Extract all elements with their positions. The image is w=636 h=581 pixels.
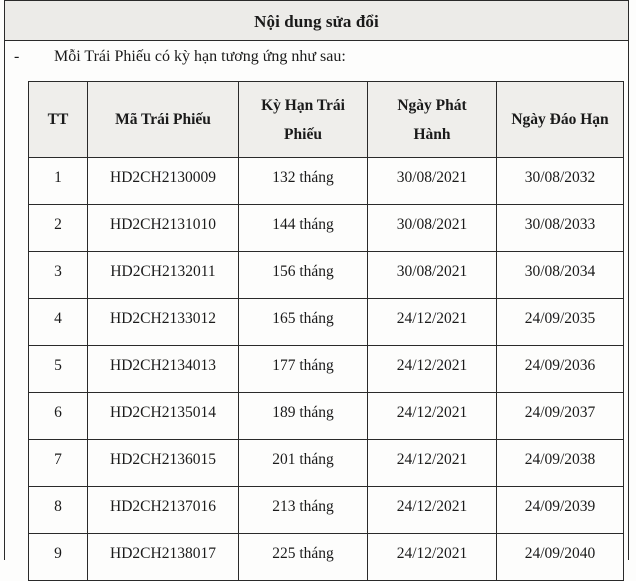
cell-term: 225 tháng [239, 534, 368, 581]
cell-maturity-date: 30/08/2032 [497, 158, 624, 205]
cell-issue-date: 24/12/2021 [368, 346, 497, 393]
table-row [29, 205, 624, 252]
cell-tt: 9 [29, 534, 88, 581]
cell-issue-date: 30/08/2021 [368, 252, 497, 299]
intro-text: Mỗi Trái Phiếu có kỳ hạn tương ứng như sau: [54, 48, 346, 65]
table-row [29, 346, 624, 393]
cell-bond-code: HD2CH2136015 [88, 440, 239, 487]
bullet-dash: - [14, 48, 20, 65]
cell-issue-date: 24/12/2021 [368, 487, 497, 534]
column-header-label: Hành [413, 125, 451, 143]
cell-term: 177 tháng [239, 346, 368, 393]
cell-issue-date: 24/12/2021 [368, 393, 497, 440]
cell-bond-code: HD2CH2131010 [88, 205, 239, 252]
column-header-bond-term [239, 82, 368, 158]
amendment-frame [4, 0, 629, 560]
cell-tt: 4 [29, 299, 88, 346]
column-header-label: TT [47, 111, 69, 128]
cell-maturity-date: 24/09/2035 [497, 299, 624, 346]
cell-tt: 2 [29, 205, 88, 252]
cell-tt: 8 [29, 487, 88, 534]
intro-line [14, 48, 346, 66]
table-row [29, 487, 624, 534]
cell-issue-date: 30/08/2021 [368, 205, 497, 252]
table-row [29, 299, 624, 346]
cell-maturity-date: 30/08/2034 [497, 252, 624, 299]
cell-bond-code: HD2CH2138017 [88, 534, 239, 581]
cell-tt: 3 [29, 252, 88, 299]
cell-tt: 1 [29, 158, 88, 205]
cell-maturity-date: 24/09/2037 [497, 393, 624, 440]
cell-term: 213 tháng [239, 487, 368, 534]
section-header [5, 0, 628, 41]
column-header-bond-code [88, 82, 239, 158]
cell-maturity-date: 24/09/2039 [497, 487, 624, 534]
table-row [29, 393, 624, 440]
cell-issue-date: 30/08/2021 [368, 158, 497, 205]
cell-maturity-date: 24/09/2036 [497, 346, 624, 393]
table-row [29, 534, 624, 581]
column-header-maturity-date [497, 82, 624, 158]
table-header-row [29, 82, 624, 158]
column-header-label: Kỳ Hạn Trái [261, 96, 345, 114]
cell-bond-code: HD2CH2133012 [88, 299, 239, 346]
cell-term: 189 tháng [239, 393, 368, 440]
column-header-label: Ngày Đáo Hạn [511, 111, 609, 128]
column-header-label: Mã Trái Phiếu [115, 111, 211, 128]
column-header-label: Phiếu [284, 125, 322, 143]
cell-term: 201 tháng [239, 440, 368, 487]
cell-tt: 7 [29, 440, 88, 487]
cell-tt: 6 [29, 393, 88, 440]
cell-bond-code: HD2CH2137016 [88, 487, 239, 534]
cell-maturity-date: 24/09/2040 [497, 534, 624, 581]
cell-term: 144 tháng [239, 205, 368, 252]
cell-issue-date: 24/12/2021 [368, 440, 497, 487]
cell-bond-code: HD2CH2132011 [88, 252, 239, 299]
cell-maturity-date: 30/08/2033 [497, 205, 624, 252]
section-title: Nội dung sửa đổi [254, 11, 379, 31]
cell-term: 165 tháng [239, 299, 368, 346]
cell-bond-code: HD2CH2134013 [88, 346, 239, 393]
cell-issue-date: 24/12/2021 [368, 299, 497, 346]
cell-tt: 5 [29, 346, 88, 393]
column-header-issue-date [368, 82, 497, 158]
cell-term: 156 tháng [239, 252, 368, 299]
column-header-label: Ngày Phát [397, 96, 467, 114]
table-row [29, 252, 624, 299]
cell-maturity-date: 24/09/2038 [497, 440, 624, 487]
cell-bond-code: HD2CH2130009 [88, 158, 239, 205]
table-row [29, 158, 624, 205]
cell-issue-date: 24/12/2021 [368, 534, 497, 581]
bond-terms-table [28, 81, 624, 581]
table-row [29, 440, 624, 487]
cell-term: 132 tháng [239, 158, 368, 205]
cell-bond-code: HD2CH2135014 [88, 393, 239, 440]
column-header-tt [29, 82, 88, 158]
